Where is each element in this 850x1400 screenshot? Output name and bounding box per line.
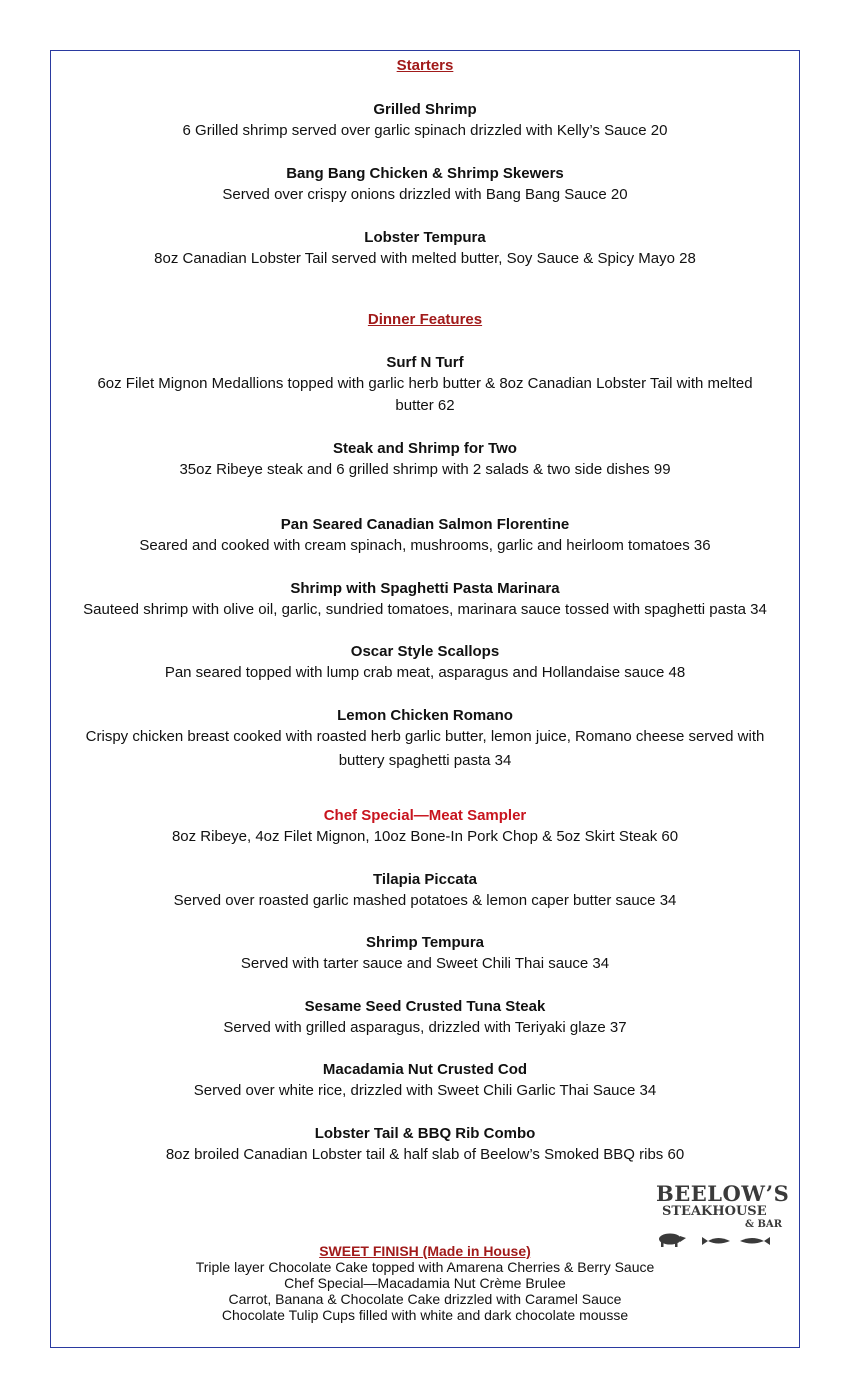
menu-item — [50, 1059, 800, 1102]
item-description: Served with tarter sauce and Sweet Chili Thai sauce 34 — [240, 955, 610, 972]
item-name: Shrimp Tempura — [365, 934, 485, 951]
item-name: Steak and Shrimp for Two — [333, 440, 517, 457]
dessert-section — [50, 1243, 800, 1323]
menu-item — [50, 99, 800, 142]
item-description-cont: butter 62 — [395, 397, 455, 414]
item-name: Bang Bang Chicken & Shrimp Skewers — [286, 165, 564, 182]
item-name: Surf N Turf — [386, 354, 464, 371]
item-name: Lobster Tail & BBQ Rib Combo — [314, 1125, 536, 1142]
menu-item — [50, 1123, 800, 1166]
item-name: Lemon Chicken Romano — [337, 707, 513, 724]
dinner-features-heading: Dinner Features — [367, 311, 483, 328]
menu-item — [50, 514, 800, 557]
menu-item — [50, 641, 800, 684]
beelows-logo — [656, 1181, 790, 1249]
starters-heading: Starters — [396, 57, 454, 74]
item-description: Served with grilled asparagus, drizzled with Teriyaki glaze 37 — [223, 1019, 627, 1036]
item-description: 35oz Ribeye steak and 6 grilled shrimp with 2 salads & two side dishes 99 — [179, 461, 671, 478]
item-name: Grilled Shrimp — [373, 101, 477, 118]
dessert-heading: SWEET FINISH (Made in House) — [319, 1243, 531, 1259]
item-description: Pan seared topped with lump crab meat, asparagus and Hollandaise sauce 48 — [164, 664, 686, 681]
dessert-item: Triple layer Chocolate Cake topped with Amarena Cherries & Berry Sauce — [195, 1259, 655, 1275]
item-description: 8oz broiled Canadian Lobster tail & half slab of Beelow’s Smoked BBQ ribs 60 — [165, 1146, 685, 1163]
menu-item — [50, 227, 800, 270]
menu-item — [50, 578, 800, 621]
item-description: Served over roasted garlic mashed potatoes & lemon caper butter sauce 34 — [173, 892, 677, 909]
item-name: Shrimp with Spaghetti Pasta Marinara — [290, 580, 560, 597]
item-description: 6 Grilled shrimp served over garlic spinach drizzled with Kelly’s Sauce 20 — [182, 122, 668, 139]
item-description: 8oz Ribeye, 4oz Filet Mignon, 10oz Bone-In Pork Chop & 5oz Skirt Steak 60 — [171, 828, 679, 845]
item-description: 8oz Canadian Lobster Tail served with melted butter, Soy Sauce & Spicy Mayo 28 — [154, 250, 696, 267]
item-description: Crispy chicken breast cooked with roasted herb garlic butter, lemon juice, Romano cheese served with — [85, 728, 765, 745]
item-name: Lobster Tempura — [364, 229, 486, 246]
item-description: 6oz Filet Mignon Medallions topped with garlic herb butter & 8oz Canadian Lobster Tail with melted — [97, 375, 753, 392]
item-name: Pan Seared Canadian Salmon Florentine — [280, 516, 570, 533]
menu-item — [50, 932, 800, 975]
logo-line2: STEAKHOUSE — [662, 1204, 767, 1219]
item-name: Sesame Seed Crusted Tuna Steak — [304, 998, 546, 1015]
item-description: Served over crispy onions drizzled with Bang Bang Sauce 20 — [222, 186, 628, 203]
menu-item — [50, 438, 800, 481]
chef-special-name: Chef Special—Meat Sampler — [323, 807, 527, 824]
menu-item — [50, 705, 800, 772]
dessert-item: Chef Special—Macadamia Nut Crème Brulee — [284, 1275, 566, 1291]
item-name: Oscar Style Scallops — [350, 643, 500, 660]
dessert-item: Chocolate Tulip Cups filled with white and dark chocolate mousse — [221, 1307, 629, 1323]
menu-item — [50, 805, 800, 848]
item-description: Sauteed shrimp with olive oil, garlic, sundried tomatoes, marinara sauce tossed with spaghetti pasta 34 — [83, 601, 767, 618]
logo-line3: & BAR — [744, 1219, 782, 1230]
item-description: Served over white rice, drizzled with Sweet Chili Garlic Thai Sauce 34 — [193, 1082, 657, 1099]
item-description-cont: buttery spaghetti pasta 34 — [338, 752, 512, 769]
item-name: Tilapia Piccata — [373, 871, 477, 888]
item-description: Seared and cooked with cream spinach, mushrooms, garlic and heirloom tomatoes 36 — [139, 537, 711, 554]
menu-item — [50, 352, 800, 417]
menu-item — [50, 996, 800, 1039]
dessert-item: Carrot, Banana & Chocolate Cake drizzled with Caramel Sauce — [228, 1291, 622, 1307]
menu-item — [50, 163, 800, 206]
item-name: Macadamia Nut Crusted Cod — [322, 1061, 528, 1078]
logo-line1: BEELOW’S — [656, 1181, 790, 1206]
menu-item — [50, 869, 800, 912]
